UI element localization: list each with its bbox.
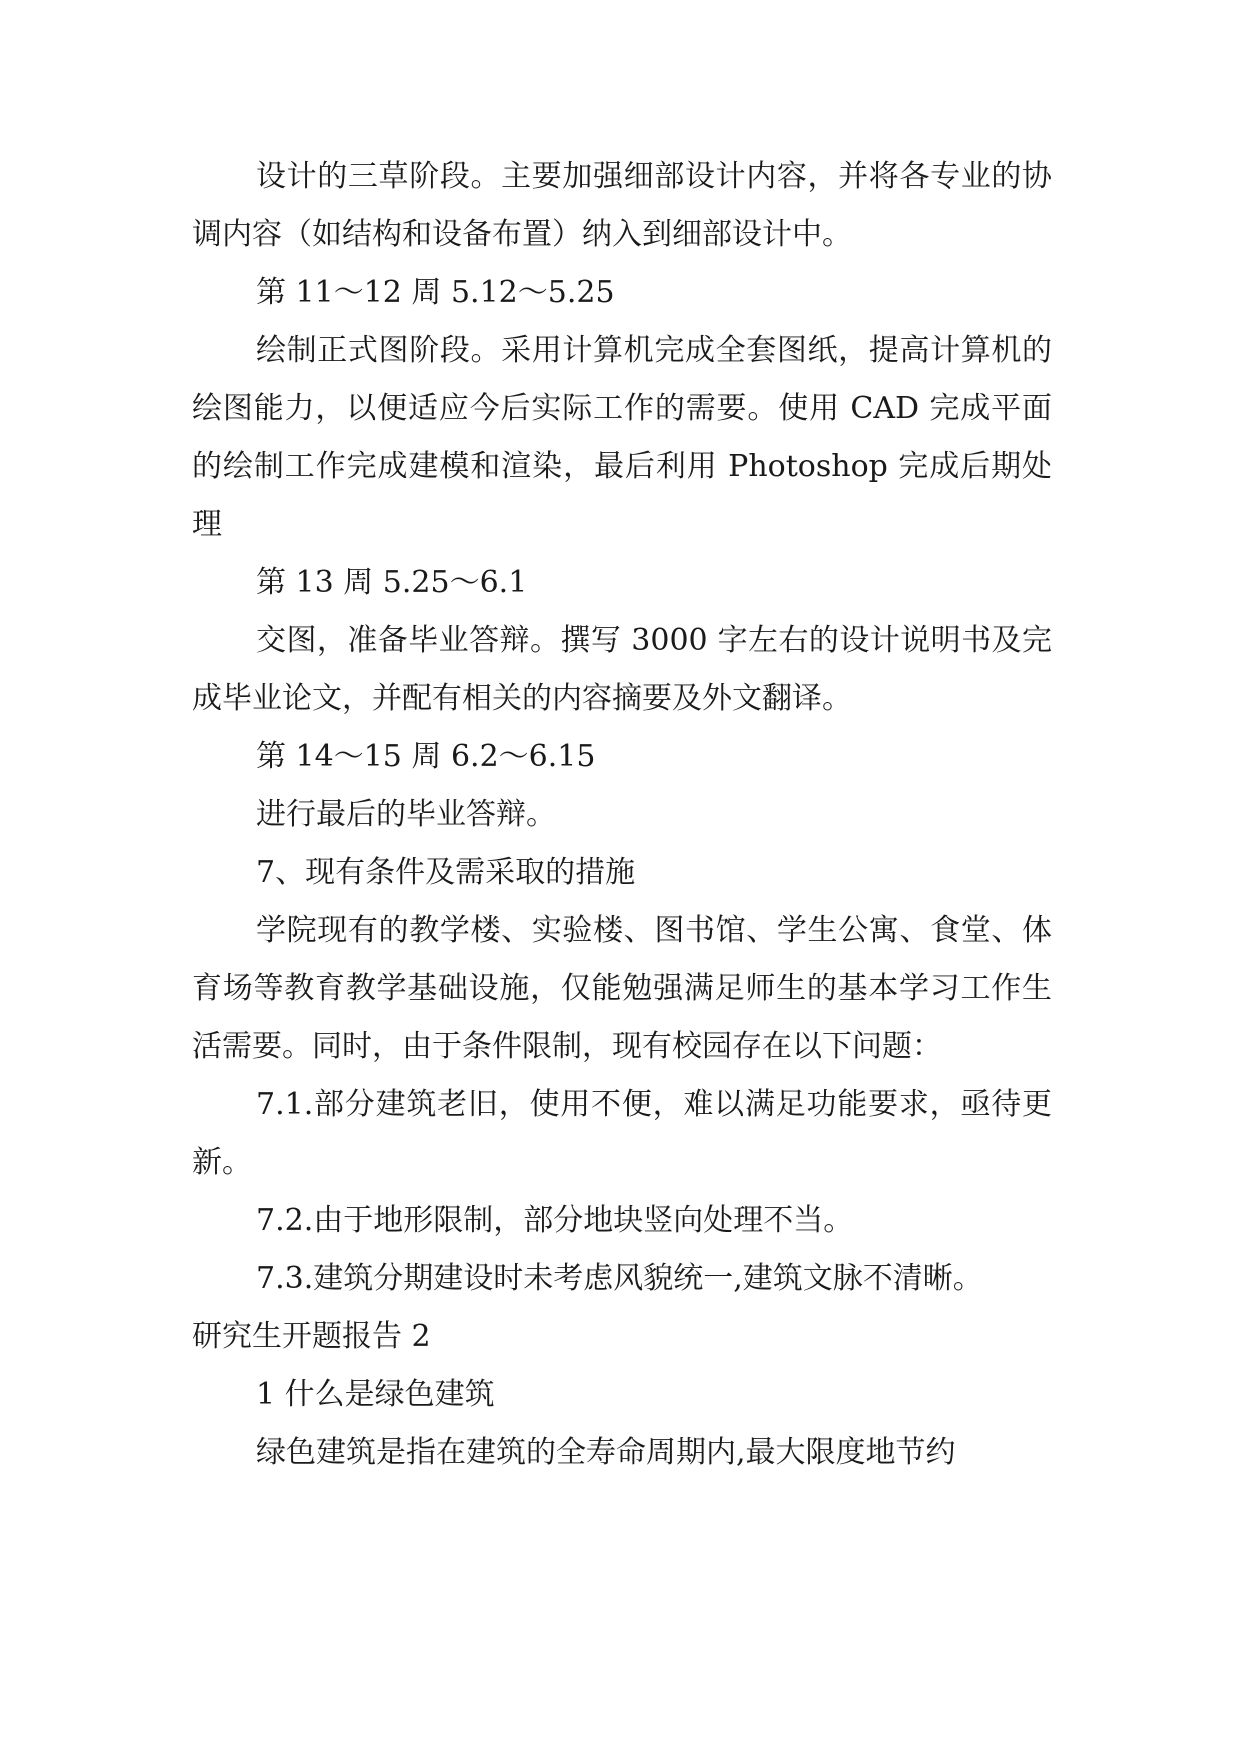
document-body [192,148,1052,1482]
paragraph: 第 14～15 周 6.2～6.15 [256,739,596,774]
paragraph: 1 什么是绿色建筑 [256,1377,495,1412]
paragraph: 第 13 周 5.25～6.1 [256,565,528,600]
paragraph: 7.3.建筑分期建设时未考虑风貌统一,建筑文脉不清晰。 [256,1261,983,1296]
paragraph: 进行最后的毕业答辩。 [256,797,556,832]
paragraph: 绘制正式图阶段。采用计算机完成全套图纸，提高计算机的绘图能力，以便适应今后实际工作的需要。使用 CAD 完成平面的绘制工作完成建模和渲染，最后利用 Photoshop 完成后期处理 [192,333,1052,542]
paragraph: 学院现有的教学楼、实验楼、图书馆、学生公寓、食堂、体育场等教育教学基础设施，仅能勉强满足师生的基本学习工作生活需要。同时，由于条件限制，现有校园存在以下问题： [192,913,1052,1064]
paragraph: 7、现有条件及需采取的措施 [256,855,636,890]
paragraph: 绿色建筑是指在建筑的全寿命周期内,最大限度地节约 [256,1435,956,1470]
paragraph: 7.2.由于地形限制，部分地块竖向处理不当。 [256,1203,854,1238]
paragraph: 研究生开题报告 2 [192,1319,431,1354]
paragraph: 7.1.部分建筑老旧，使用不便，难以满足功能要求，亟待更新。 [192,1087,1052,1180]
paragraph: 交图，准备毕业答辩。撰写 3000 字左右的设计说明书及完成毕业论文，并配有相关的内容摘要及外文翻译。 [192,623,1052,716]
paragraph: 第 11～12 周 5.12～5.25 [256,275,615,310]
paragraph: 设计的三草阶段。主要加强细部设计内容，并将各专业的协调内容（如结构和设备布置）纳入到细部设计中。 [192,159,1052,252]
